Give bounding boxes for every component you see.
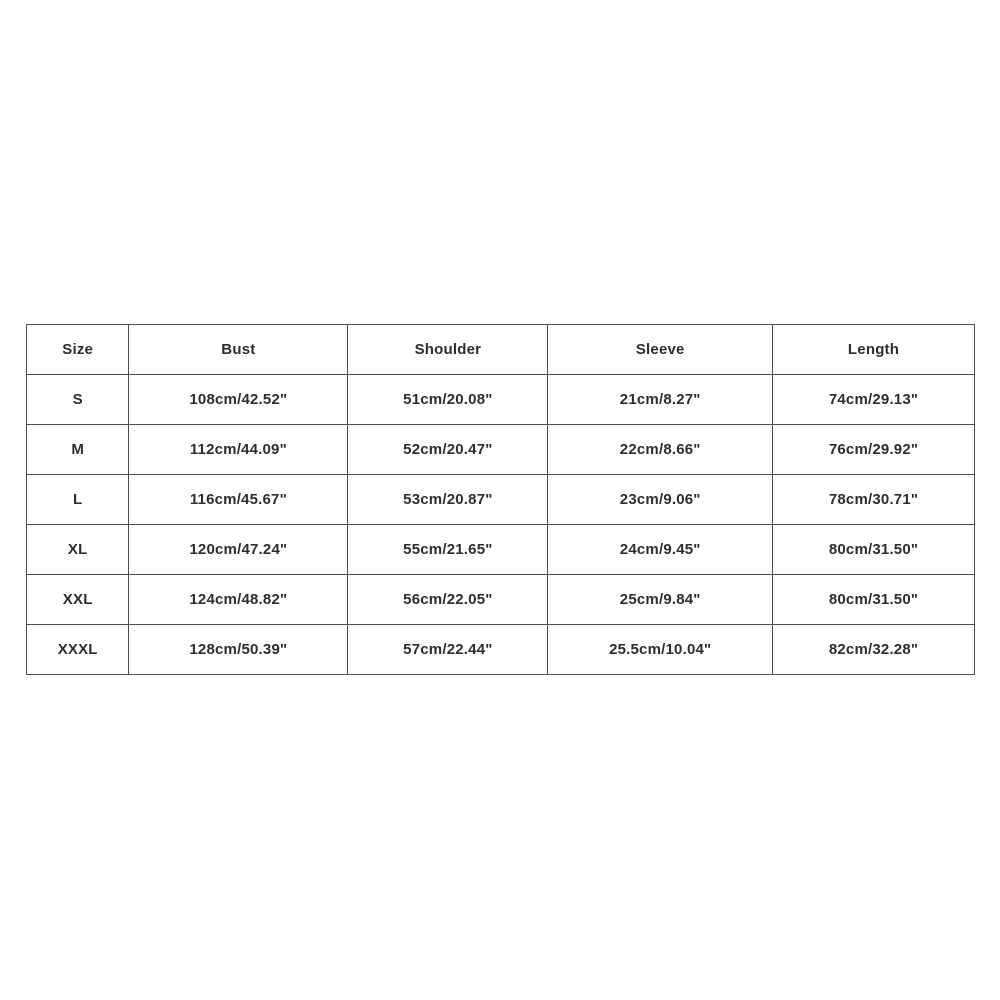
table-row-l bbox=[27, 475, 975, 525]
measurement-cell: 80cm/31.50" bbox=[773, 575, 975, 625]
size-label: S bbox=[27, 375, 129, 425]
measurement-cell: 56cm/22.05" bbox=[348, 575, 548, 625]
measurement-cell: 53cm/20.87" bbox=[348, 475, 548, 525]
measurement-cell: 82cm/32.28" bbox=[773, 625, 975, 675]
table-row-xl bbox=[27, 525, 975, 575]
measurement-cell: 80cm/31.50" bbox=[773, 525, 975, 575]
table-row-xxxl bbox=[27, 625, 975, 675]
size-chart-table bbox=[26, 324, 975, 675]
table-body bbox=[27, 375, 975, 675]
size-chart bbox=[26, 324, 975, 673]
column-header-bust: Bust bbox=[129, 325, 348, 375]
measurement-cell: 124cm/48.82" bbox=[129, 575, 348, 625]
column-header-size: Size bbox=[27, 325, 129, 375]
measurement-cell: 76cm/29.92" bbox=[773, 425, 975, 475]
size-label: XL bbox=[27, 525, 129, 575]
measurement-cell: 25.5cm/10.04" bbox=[548, 625, 773, 675]
column-header-sleeve: Sleeve bbox=[548, 325, 773, 375]
measurement-cell: 51cm/20.08" bbox=[348, 375, 548, 425]
size-label: XXL bbox=[27, 575, 129, 625]
column-header-shoulder: Shoulder bbox=[348, 325, 548, 375]
measurement-cell: 116cm/45.67" bbox=[129, 475, 348, 525]
measurement-cell: 112cm/44.09" bbox=[129, 425, 348, 475]
measurement-cell: 21cm/8.27" bbox=[548, 375, 773, 425]
header-row bbox=[27, 325, 975, 375]
column-header-length: Length bbox=[773, 325, 975, 375]
measurement-cell: 57cm/22.44" bbox=[348, 625, 548, 675]
measurement-cell: 78cm/30.71" bbox=[773, 475, 975, 525]
measurement-cell: 74cm/29.13" bbox=[773, 375, 975, 425]
table-row-xxl bbox=[27, 575, 975, 625]
measurement-cell: 108cm/42.52" bbox=[129, 375, 348, 425]
measurement-cell: 55cm/21.65" bbox=[348, 525, 548, 575]
size-label: M bbox=[27, 425, 129, 475]
table-row-s bbox=[27, 375, 975, 425]
size-label: XXXL bbox=[27, 625, 129, 675]
measurement-cell: 128cm/50.39" bbox=[129, 625, 348, 675]
measurement-cell: 24cm/9.45" bbox=[548, 525, 773, 575]
measurement-cell: 52cm/20.47" bbox=[348, 425, 548, 475]
measurement-cell: 23cm/9.06" bbox=[548, 475, 773, 525]
size-label: L bbox=[27, 475, 129, 525]
table-row-m bbox=[27, 425, 975, 475]
measurement-cell: 120cm/47.24" bbox=[129, 525, 348, 575]
measurement-cell: 25cm/9.84" bbox=[548, 575, 773, 625]
measurement-cell: 22cm/8.66" bbox=[548, 425, 773, 475]
